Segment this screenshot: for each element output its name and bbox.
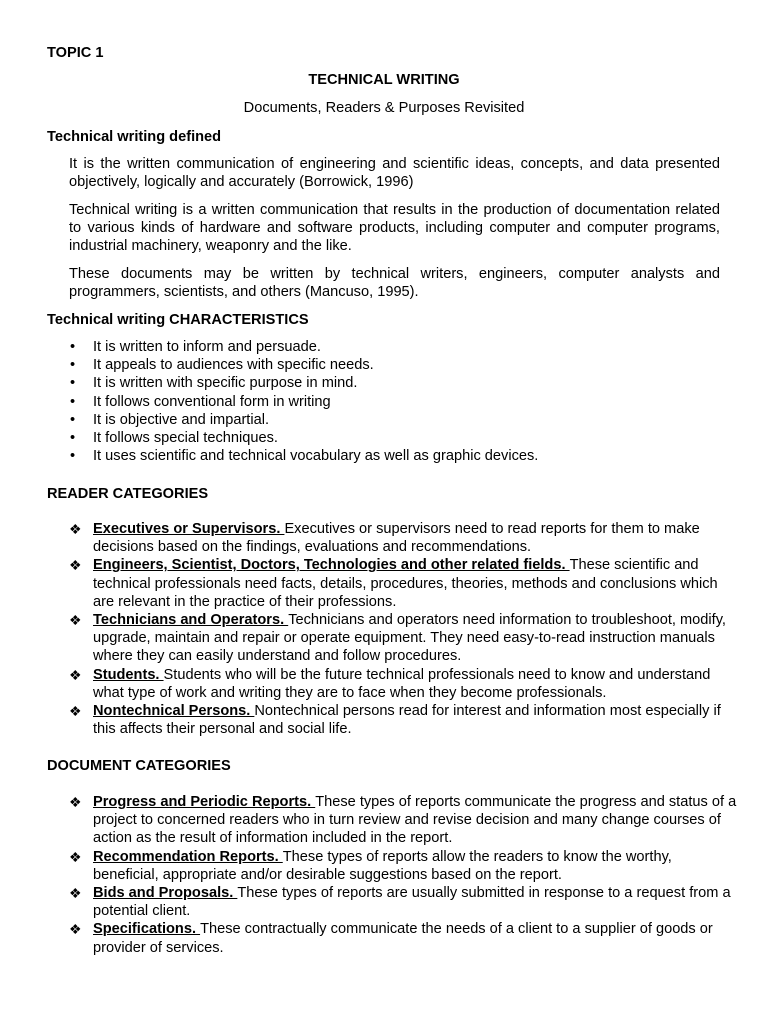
list-item-text: It appeals to audiences with specific needs. [93,357,374,374]
definition-paragraph-3: These documents may be written by technical writers, engineers, computer analysts and programmers, scientists, and others (Mancuso, 1995). [69,266,720,301]
list-item-term: Specifications. [93,921,201,938]
list-item-text: Students who will be the future technical professionals need to know and understand what type of work and writing they are to face when they become professionals. [93,666,711,701]
section-heading-readers: READER CATEGORIES [47,486,209,502]
diamond-bullet-icon: ❖ [69,666,82,683]
definition-paragraph-2: Technical writing is a written communication that results in the production of documentation related to various kinds of hardware and software products, including computer and computer programs, industrial machinery, weaponry and the like. [69,202,720,255]
diamond-bullet-icon: ❖ [69,703,82,720]
list-item-text: It follows special techniques. [93,430,278,447]
list-item-text: These contractually communicate the needs of a client to a supplier of goods or provider of services. [93,921,713,956]
list-item [0,356,538,374]
list-item-text: It uses scientific and technical vocabulary as well as graphic devices. [93,448,539,465]
list-item-term: Recommendation Reports. [93,848,283,865]
bullet-icon: • [70,430,76,447]
topic-label: TOPIC 1 [47,45,104,61]
reader-categories-list [0,520,740,738]
list-item-text: These types of reports are usually submitted in response to a request from a potential client. [93,885,731,920]
diamond-bullet-icon: ❖ [69,794,82,810]
list-item-text: These types of reports communicate the progress and status of a project to concerned readers who in turn review and revise decision and many change courses of action as the result of information included in the report. [93,794,737,847]
list-item-text: Technicians and operators need information to troubleshoot, modify, upgrade, maintain and repair or operate equipment. They need easy-to-read instruction manuals where they can easily understand and follow procedures. [93,612,726,665]
diamond-bullet-icon: ❖ [69,557,82,574]
list-item [0,556,740,611]
document-title: TECHNICAL WRITING [308,72,460,88]
list-item-text: Nontechnical persons read for interest and information most especially if this affects their personal and social life. [93,703,721,738]
diamond-bullet-icon: ❖ [69,921,82,938]
list-item [0,411,538,429]
list-item [0,611,740,666]
characteristics-list [0,338,538,465]
list-item [0,666,740,702]
list-item [0,848,740,884]
list-item [0,447,538,465]
list-item [0,393,538,411]
diamond-bullet-icon: ❖ [69,612,82,629]
list-item-term: Progress and Periodic Reports. [93,794,316,810]
diamond-bullet-icon: ❖ [69,848,82,865]
list-item-text: It follows conventional form in writing [93,393,331,410]
list-item-text: It is objective and impartial. [93,411,270,428]
list-item-text: It is written with specific purpose in mind. [93,375,358,392]
bullet-icon: • [70,411,76,428]
diamond-bullet-icon: ❖ [69,885,82,902]
list-item [0,374,538,392]
bullet-icon: • [70,393,76,410]
bullet-icon: • [70,375,76,392]
list-item-term: Bids and Proposals. [93,885,238,902]
list-item [0,920,740,956]
diamond-bullet-icon: ❖ [69,521,82,537]
bullet-icon: • [70,448,76,465]
list-item [0,338,538,356]
section-heading-documents: DOCUMENT CATEGORIES [47,758,231,774]
list-item-term: Students. [93,666,164,683]
section-heading-defined: Technical writing defined [47,129,222,145]
section-heading-characteristics: Technical writing CHARACTERISTICS [47,312,309,328]
bullet-icon: • [70,357,76,374]
list-item-term: Executives or Supervisors. [93,521,285,537]
document-subtitle: Documents, Readers & Purposes Revisited [243,100,525,116]
list-item-term: Technicians and Operators. [93,612,289,629]
definition-paragraph-1: It is the written communication of engineering and scientific ideas, concepts, and data presented objectively, logically and accurately (Borrowick, 1996) [69,156,720,191]
list-item [0,793,740,848]
list-item-text: It is written to inform and persuade. [93,339,321,355]
list-item [0,702,740,738]
list-item [0,429,538,447]
list-item-term: Nontechnical Persons. [93,703,255,720]
bullet-icon: • [70,339,76,355]
list-item [0,884,740,920]
list-item-text: These scientific and technical professionals need facts, details, procedures, theories, methods and conclusions which are relevant in the practice of their professions. [93,557,718,610]
list-item-text: Executives or supervisors need to read reports for them to make decisions based on the findings, evaluations and recommendations. [93,521,700,556]
list-item-term: Engineers, Scientist, Doctors, Technologies and other related fields. [93,557,570,574]
list-item [0,520,740,556]
list-item-text: These types of reports allow the readers to know the worthy, beneficial, appropriate and/or desirable suggestions based on the report. [93,848,672,883]
document-categories-list [0,793,740,957]
